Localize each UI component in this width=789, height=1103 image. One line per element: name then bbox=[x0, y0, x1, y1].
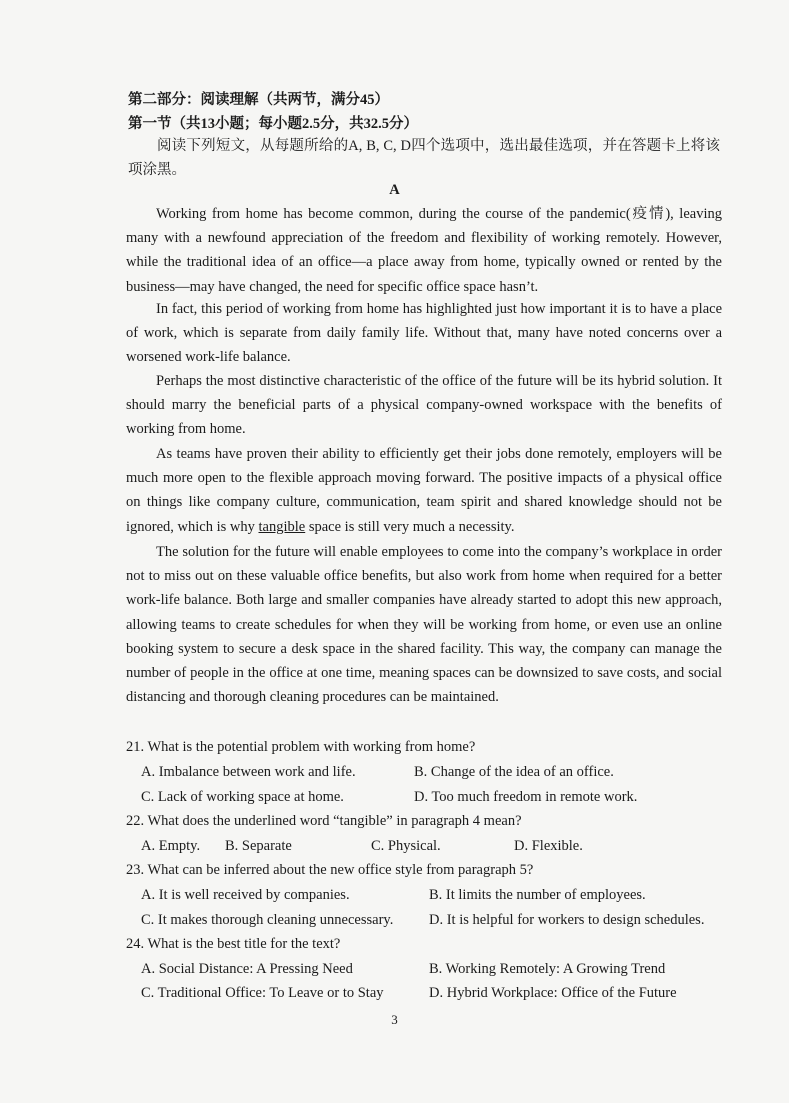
paragraph-2: In fact, this period of working from home has highlighted just how important it is to have a place of work, which is separate from daily family life. Without that, many have noted concerns over a worsened work-life balance. bbox=[126, 301, 722, 366]
instructions: 阅读下列短文，从每题所给的A, B, C, D四个选项中，选出最佳选项，并在答题卡上将该项涂黑。 bbox=[128, 138, 720, 178]
question-23: 23. What can be inferred about the new office style from paragraph 5? bbox=[126, 862, 534, 878]
passage-title: A bbox=[389, 182, 400, 198]
paragraph-4-text: As teams have proven their ability to efficiently get their jobs done remotely, employers will be much more open to the flexible approach moving forward. The positive impacts of a physical office on things like company culture, communication, team spirit and shared knowledge should not be ignored, which is why bbox=[126, 446, 722, 535]
subsection-header: 第一节（共13小题；每小题2.5分，共32.5分） bbox=[128, 116, 418, 132]
page-number: 3 bbox=[391, 1012, 398, 1027]
option-22-a: A. Empty. bbox=[141, 838, 201, 854]
option-22-d: D. Flexible. bbox=[514, 838, 583, 854]
option-24-a: A. Social Distance: A Pressing Need bbox=[141, 961, 353, 977]
paragraph-4-text-end: space is still very much a necessity. bbox=[305, 518, 515, 535]
section-header: 第二部分：阅读理解（共两节，满分45） bbox=[128, 92, 389, 108]
option-24-d: D. Hybrid Workplace: Office of the Future bbox=[429, 985, 677, 1001]
option-24-c: C. Traditional Office: To Leave or to Stay bbox=[141, 985, 384, 1001]
option-22-b: B. Separate bbox=[225, 838, 292, 854]
option-23-b: B. It limits the number of employees. bbox=[429, 887, 646, 903]
paragraph-5: The solution for the future will enable employees to come into the company’s workplace in order not to miss out on these valuable office benefits, but also work from home when required for a better work-life balance. Both large and smaller companies have already started to adopt this new approach, allowing teams to create schedules for when they will be working from home, or even use an online booking system to secure a desk space in the shared facility. This way, the company can manage the number of people in the office at one time, meaning spaces can be downsized to save costs, and social distancing and thorough cleaning procedures can be maintained. bbox=[126, 544, 722, 706]
option-23-d: D. It is helpful for workers to design schedules. bbox=[429, 912, 705, 928]
question-24: 24. What is the best title for the text? bbox=[126, 936, 341, 952]
question-21: 21. What is the potential problem with working from home? bbox=[126, 739, 476, 755]
option-21-d: D. Too much freedom in remote work. bbox=[414, 789, 638, 805]
option-24-b: B. Working Remotely: A Growing Trend bbox=[429, 961, 666, 977]
paragraph-1: Working from home has become common, during the course of the pandemic(疫情), leaving many with a newfound appreciation of the freedom and flexibility of working remotely. However, while the traditional idea of an office—a place away from home, typically owned or rented by the business—may have changed, the need for specific office space hasn’t. bbox=[126, 206, 722, 295]
paragraph-3: Perhaps the most distinctive characteristic of the office of the future will be its hybrid solution. It should marry the beneficial parts of a physical company-owned workspace with the benefits of working from home. bbox=[126, 373, 722, 438]
option-23-a: A. It is well received by companies. bbox=[141, 887, 350, 903]
option-21-c: C. Lack of working space at home. bbox=[141, 789, 344, 805]
option-23-c: C. It makes thorough cleaning unnecessary. bbox=[141, 912, 394, 928]
option-21-a: A. Imbalance between work and life. bbox=[141, 764, 356, 780]
option-22-c: C. Physical. bbox=[371, 838, 441, 854]
underlined-word: tangible bbox=[258, 518, 306, 535]
paragraph-4 bbox=[126, 442, 722, 539]
option-21-b: B. Change of the idea of an office. bbox=[414, 764, 614, 780]
question-22: 22. What does the underlined word “tangible” in paragraph 4 mean? bbox=[126, 813, 522, 829]
